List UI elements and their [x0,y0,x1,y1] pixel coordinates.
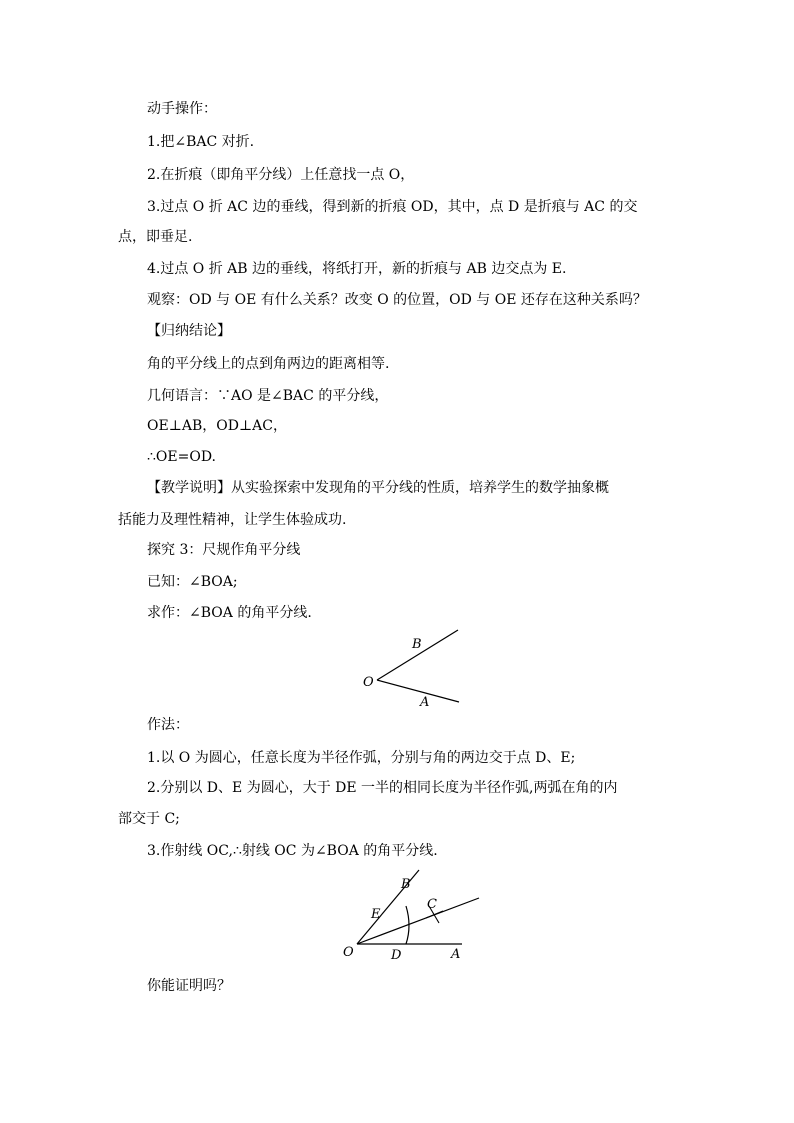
label-b: B [401,877,411,892]
teaching-note-line2: 括能力及理性精神，让学生体验成功. [118,512,347,528]
observation: 观察：OD 与 OE 有什么关系？改变 O 的位置，OD 与 OE 还存在这种关系吗？ [147,292,647,308]
step-3-line1: 3.过点 O 折 AC 边的垂线，得到新的折痕 OD，其中，点 D 是折痕与 AC 的交 [147,199,638,215]
exploration-3-heading: 探究 3：尺规作角平分线 [147,542,301,558]
step-3-line2: 点，即垂足. [118,229,193,245]
label-c: C [427,897,437,912]
method-step-3: 3.作射线 OC,∴射线 OC 为∠BOA 的角平分线. [147,843,438,859]
method-heading: 作法： [147,717,189,733]
given-statement: 已知：∠BOA; [147,574,238,590]
instruction-heading: 动手操作： [147,101,217,117]
step-1: 1.把∠BAC 对折. [147,134,255,150]
label-e: E [371,907,381,922]
method-step-1: 1.以 O 为圆心，任意长度为半径作弧，分别与角的两边交于点 D、E; [147,750,576,766]
method-step-2-line1: 2.分别以 D、E 为圆心，大于 DE 一半的相同长度为半径作弧,两弧在角的内 [147,780,618,796]
label-o: O [363,675,374,690]
conclusion-text: 角的平分线上的点到角两边的距离相等. [147,356,390,372]
perpendicular-statement: OE⊥AB，OD⊥AC， [147,418,287,434]
method-step-2-line2: 部交于 C; [118,811,180,827]
therefore-statement: ∴OE=OD. [147,449,216,465]
bisector-construction-figure [340,868,490,968]
step-2: 2.在折痕（即角平分线）上任意找一点 O， [147,167,415,183]
teaching-note-line1: 【教学说明】从实验探索中发现角的平分线的性质，培养学生的数学抽象概 [147,480,609,496]
proof-question: 你能证明吗？ [147,978,231,994]
angle-boa-figure [355,622,475,712]
ray-oa [377,680,459,702]
construct-goal: 求作：∠BOA 的角平分线. [147,605,312,621]
label-d: D [391,948,402,963]
arc-from-e [426,911,443,918]
label-a: A [451,947,461,962]
label-b: B [412,637,422,652]
step-4: 4.过点 O 折 AB 边的垂线，将纸打开，新的折痕与 AB 边交点为 E. [147,261,567,277]
label-o: O [343,945,354,960]
label-a: A [420,695,430,710]
conclusion-heading: 【归纳结论】 [147,323,231,339]
geometry-language: 几何语言：∵AO 是∠BAC 的平分线， [147,388,389,404]
